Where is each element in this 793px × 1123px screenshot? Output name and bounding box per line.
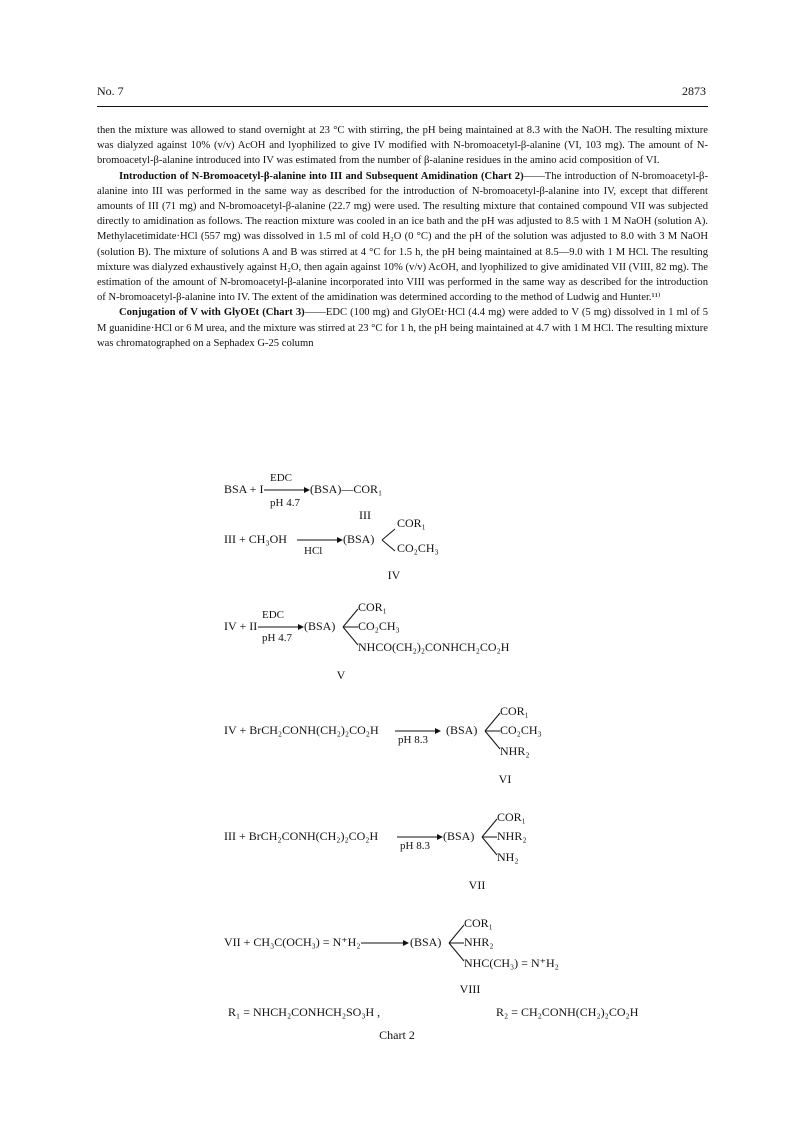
reaction-6-substituent-3: NHC(CH₃) = N⁺H₂ xyxy=(464,956,559,970)
paragraph-conjugation-text: ——EDC (100 mg) and GlyOEt·HCl (4.4 mg) were added to V (5 mg) dissolved in 1 ml of 5 M guanidine·HCl or 6 M urea, and the mixture was stirred at 23 °C for 1 h, the pH being maintained at 4.7 with 1 M HCl. The resulting mixture was chromatographed on a Sephadex G-25 column xyxy=(97,307,709,349)
reaction-5-substituent-2: NHR₂ xyxy=(497,829,527,843)
reaction-3-reactants: IV + II xyxy=(224,619,258,633)
reaction-5-substituent-1: COR₁ xyxy=(497,810,526,824)
reaction-1-arrow xyxy=(264,485,310,495)
compound-label-iv: IV xyxy=(387,568,401,582)
page-number: 2873 xyxy=(682,84,706,98)
reaction-1-reactants: BSA + I xyxy=(224,482,264,496)
chart-caption: Chart 2 xyxy=(379,1028,415,1042)
reaction-6-substituent-1: COR₁ xyxy=(464,916,493,930)
reaction-5-reactants: III + BrCH₂CONH(CH₂)₂CO₂H xyxy=(224,829,379,843)
reaction-4-core: (BSA) xyxy=(446,723,478,737)
reaction-1-condition: pH 4.7 xyxy=(270,497,300,509)
compound-label-v: V xyxy=(336,668,346,682)
reaction-5-core: (BSA) xyxy=(443,829,475,843)
reaction-3-condition: pH 4.7 xyxy=(262,632,292,644)
reaction-5-substituent-3: NH₂ xyxy=(497,850,519,864)
compound-label-iii: III xyxy=(359,508,371,522)
reaction-3-reagent: EDC xyxy=(262,609,284,621)
section-heading-amidination: Introduction of N-Bromoacetyl-β-alanine into III and Subsequent Amidination (Chart 2) xyxy=(119,170,524,182)
definition-r2: R₂ = CH₂CONH(CH₂)₂CO₂H xyxy=(496,1005,639,1019)
reaction-2-reactants: III + CH₃OH xyxy=(224,532,287,546)
reaction-1-product: (BSA)—COR₁ xyxy=(310,482,383,496)
reaction-3-substituent-1: COR₁ xyxy=(358,600,387,614)
reaction-4-condition: pH 8.3 xyxy=(398,734,428,746)
reaction-2-substituent-2: CO₂CH₃ xyxy=(397,541,439,555)
definition-r1: R₁ = NHCH₂CONHCH₂SO₃H , xyxy=(228,1005,381,1019)
reaction-3-substituent-2: CO₂CH₃ xyxy=(358,619,400,633)
issue-number: No. 7 xyxy=(97,84,124,98)
reaction-4-substituent-3: NHR₂ xyxy=(500,744,530,758)
paragraph-amidination-text: ——The introduction of N-bromoacetyl-β-alanine into III was performed in the same way as described for the introduction of N-bromoacetyl-β-alanine into IV, except that different amounts of III (71 mg) and N-bromoacetyl-β-alanine (22.7 mg) were used. The resulting mixture that contained compound VII was subjected directly to amidination as follows. The reaction mixture was cooled in an ice bath and the pH was adjusted to 8.5 with 1 M NaOH (solution A). Methylacetimidate·HCl (557 mg) was dissolved in 1.5 ml of cold H₂O (0 °C) and the pH of the solution was adjusted to 8.0 with 3 M NaOH (solution B). The mixture of solutions A and B was stirred at 4 °C for 1.5 h, the pH being maintained at 8.5—9.0 with 1 M HCl. The resulting mixture was dialyzed exhaustively against H₂O, then again against 10% (v/v) AcOH, and lyophilized to give amidinated VII (VIII, 82 mg). The estimation of the amount of N-bromoacetyl-β-alanine incorporated into VIII was performed in the same way as described for the introduction of N-bromoacetyl-β-alanine into IV. The extent of the amidination was determined according to the method of Ludwig and Hunter.¹¹⁾ xyxy=(97,170,708,304)
reaction-2-core: (BSA) xyxy=(343,532,375,546)
reaction-3-arrow xyxy=(258,622,304,632)
reaction-6-arrow xyxy=(361,938,409,948)
reaction-2-bonds xyxy=(381,523,397,557)
reaction-4-substituent-1: COR₁ xyxy=(500,704,529,718)
reaction-1-reagent: EDC xyxy=(270,472,292,484)
reaction-4-reactants: IV + BrCH₂CONH(CH₂)₂CO₂H xyxy=(224,723,379,737)
reaction-4-substituent-2: CO₂CH₃ xyxy=(500,723,542,737)
compound-label-viii: VIII xyxy=(459,982,481,996)
compound-label-vi: VI xyxy=(498,772,512,786)
reaction-2-arrow xyxy=(297,535,343,545)
reaction-5-condition: pH 8.3 xyxy=(400,840,430,852)
section-heading-conjugation: Conjugation of V with GlyOEt (Chart 3) xyxy=(119,307,305,319)
paragraph-continuation: then the mixture was allowed to stand overnight at 23 °C with stirring, the pH being maintained at 8.3 with the NaOH. The resulting mixture was dialyzed against 10% (v/v) AcOH and lyophilized to give IV modified with N-bromoacetyl-β-alanine (VI, 103 mg). The amount of N-bromoacetyl-β-alanine introduced into IV was estimated from the number of β-alanine residues in the amino acid composition of VI. xyxy=(97,125,708,167)
reaction-6-reactants: VII + CH₃C(OCH₃) = N⁺H₂ xyxy=(224,935,361,949)
reaction-6-substituent-2: NHR₂ xyxy=(464,935,494,949)
compound-label-vii: VII xyxy=(468,878,486,892)
reaction-3-substituent-3: NHCO(CH₂)₂CONHCH₂CO₂H xyxy=(358,640,510,654)
reaction-2-substituent-1: COR₁ xyxy=(397,516,426,530)
reaction-3-core: (BSA) xyxy=(304,619,336,633)
reaction-2-reagent: HCl xyxy=(304,545,323,557)
reaction-6-core: (BSA) xyxy=(410,935,442,949)
